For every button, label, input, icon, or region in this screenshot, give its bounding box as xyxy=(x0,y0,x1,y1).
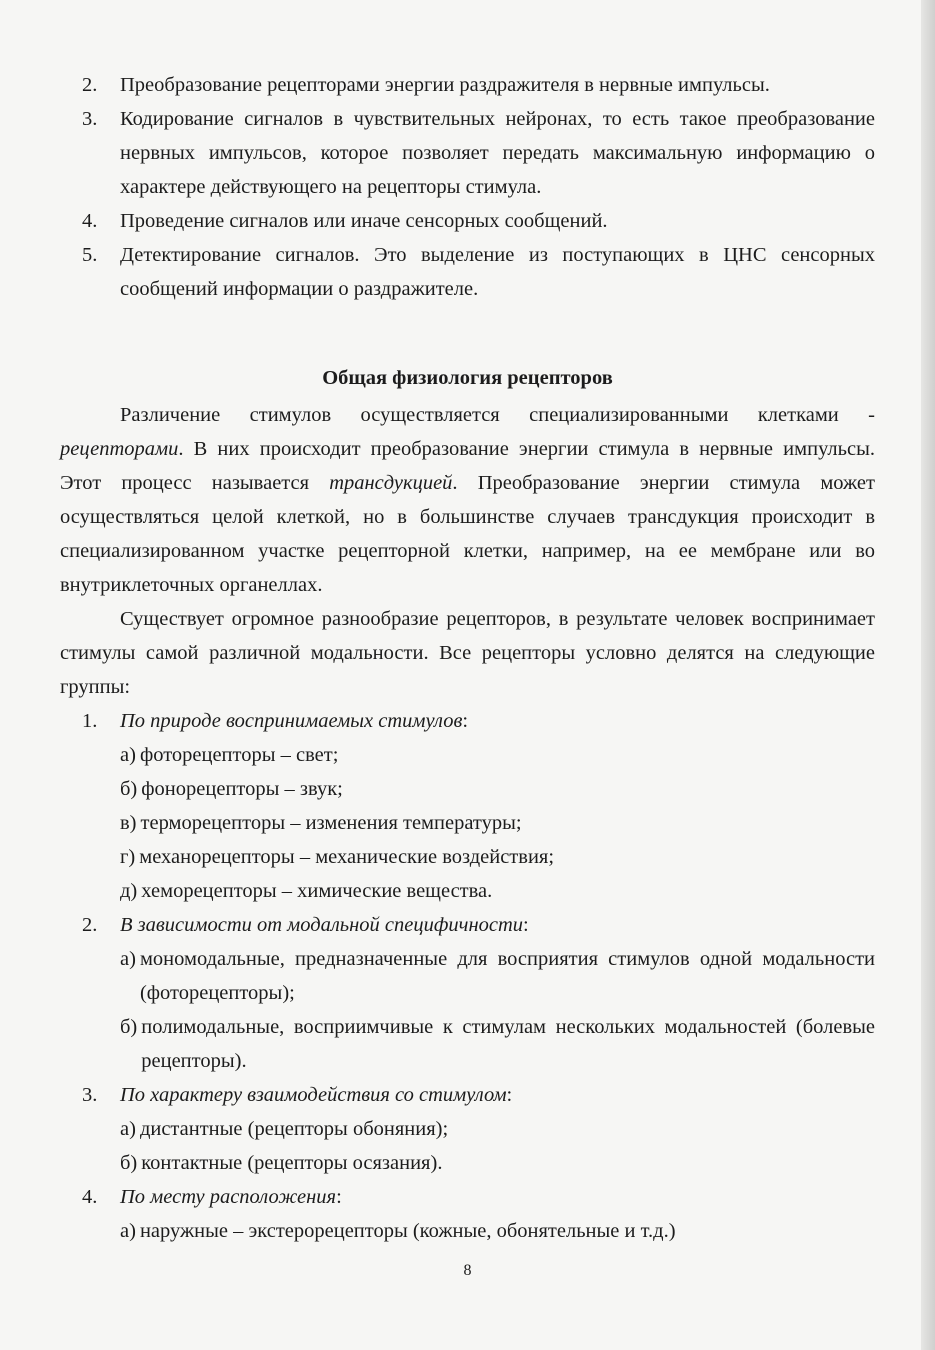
subitem-label: д) xyxy=(120,880,138,902)
subitem-text: дистантные (рецепторы обоняния); xyxy=(139,1118,449,1140)
subitem-text: хеморецепторы – химические вещества. xyxy=(141,880,493,902)
subitem-label: б) xyxy=(120,1016,138,1038)
subitem-label: б) xyxy=(120,778,138,800)
group-colon: : xyxy=(336,1186,342,1208)
top-list xyxy=(60,68,875,306)
subitem-label: б) xyxy=(120,1152,138,1174)
groups-list xyxy=(60,704,875,1248)
list-item-text: Кодирование сигналов в чувствительных нейронах, то есть такое преобразование нервных импульсов, которое позволяет передать максимальную информацию о характере действующего на рецепторы стимула. xyxy=(120,108,875,198)
group-title: По природе воспринимаемых стимулов xyxy=(120,710,463,732)
page-content xyxy=(60,68,875,1248)
paragraph-diversity: Существует огромное разнообразие рецепторов, в результате человек воспринимает стимулы самой различной модальности. Все рецепторы условно делятся на следующие группы: xyxy=(60,608,875,698)
subitem-label: а) xyxy=(120,1118,136,1140)
subitem xyxy=(60,1112,875,1146)
group-title: В зависимости от модальной специфичности xyxy=(120,914,524,936)
list-number: 5. xyxy=(82,244,98,266)
group-item xyxy=(60,704,875,738)
group-title: По месту расположения xyxy=(120,1186,337,1208)
group-colon: : xyxy=(523,914,529,936)
group-item xyxy=(60,1078,875,1112)
group-item xyxy=(60,1180,875,1214)
subitem-label: а) xyxy=(120,1220,136,1242)
term-transduction: трансдукцией xyxy=(329,472,453,494)
subitem xyxy=(60,840,875,874)
subitem-text: фоторецепторы – свет; xyxy=(139,744,339,766)
group-colon: : xyxy=(506,1084,513,1106)
group-number: 2. xyxy=(82,914,98,936)
section-heading: Общая физиология рецепторов xyxy=(322,367,613,389)
subitem xyxy=(60,1214,875,1248)
list-item xyxy=(60,102,875,204)
subitem-label: г) xyxy=(120,846,136,868)
page-edge-shadow xyxy=(921,0,935,1350)
paragraph-text: . Преобразование энергии стимула может осуществляться целой клеткой, но в большинстве случаев трансдукция происходит в специализированном участке рецепторной клетки, например, на ее мембране или во внутриклеточных органеллах. xyxy=(60,472,875,596)
subitem-text: полимодальные, восприимчивые к стимулам нескольких модальностей (болевые рецепторы). xyxy=(141,1016,875,1072)
term-receptors: рецепторами xyxy=(60,438,179,460)
list-item-text: Преобразование рецепторами энергии раздражителя в нервные импульсы. xyxy=(120,74,770,96)
subitem-label: а) xyxy=(120,948,136,970)
list-item-text: Детектирование сигналов. Это выделение из поступающих в ЦНС сенсорных сообщений информации о раздражителе. xyxy=(120,244,875,300)
subitem xyxy=(60,874,875,908)
subitem-text: наружные – экстерорецепторы (кожные, обонятельные и т.д.) xyxy=(139,1220,676,1242)
list-number: 4. xyxy=(82,210,98,232)
list-item xyxy=(60,204,875,238)
paragraph-receptors xyxy=(60,398,875,602)
subitem-text: мономодальные, предназначенные для восприятия стимулов одной модальности (фоторецепторы); xyxy=(139,948,875,1004)
group-number: 4. xyxy=(82,1186,98,1208)
list-item xyxy=(60,68,875,102)
group-number: 1. xyxy=(82,710,98,732)
list-item-text: Проведение сигналов или иначе сенсорных сообщений. xyxy=(120,210,608,232)
group-number: 3. xyxy=(82,1084,98,1106)
subitem xyxy=(60,1010,875,1078)
list-number: 3. xyxy=(82,108,98,130)
group-item xyxy=(60,908,875,942)
subitem-label: а) xyxy=(120,744,136,766)
page-number: 8 xyxy=(463,1262,472,1279)
subitem xyxy=(60,772,875,806)
subitem xyxy=(60,1146,875,1180)
group-title: По характеру взаимодействия со стимулом xyxy=(120,1084,507,1106)
paragraph-text: . В них происходит преобразование энергии стимула в нервные импульсы. Этот процесс называется xyxy=(60,438,875,494)
subitem xyxy=(60,806,875,840)
paragraph-text: Различение стимулов осуществляется специализированными клетками - xyxy=(120,404,875,426)
subitem-label: в) xyxy=(120,812,137,834)
list-item xyxy=(60,238,875,306)
group-colon: : xyxy=(462,710,469,732)
subitem xyxy=(60,738,875,772)
subitem xyxy=(60,942,875,1010)
subitem-text: контактные (рецепторы осязания). xyxy=(141,1152,443,1174)
subitem-text: механорецепторы – механические воздействия; xyxy=(139,846,555,868)
subitem-text: фонорецепторы – звук; xyxy=(141,778,343,800)
subitem-text: терморецепторы – изменения температуры; xyxy=(140,812,522,834)
list-number: 2. xyxy=(82,74,98,96)
